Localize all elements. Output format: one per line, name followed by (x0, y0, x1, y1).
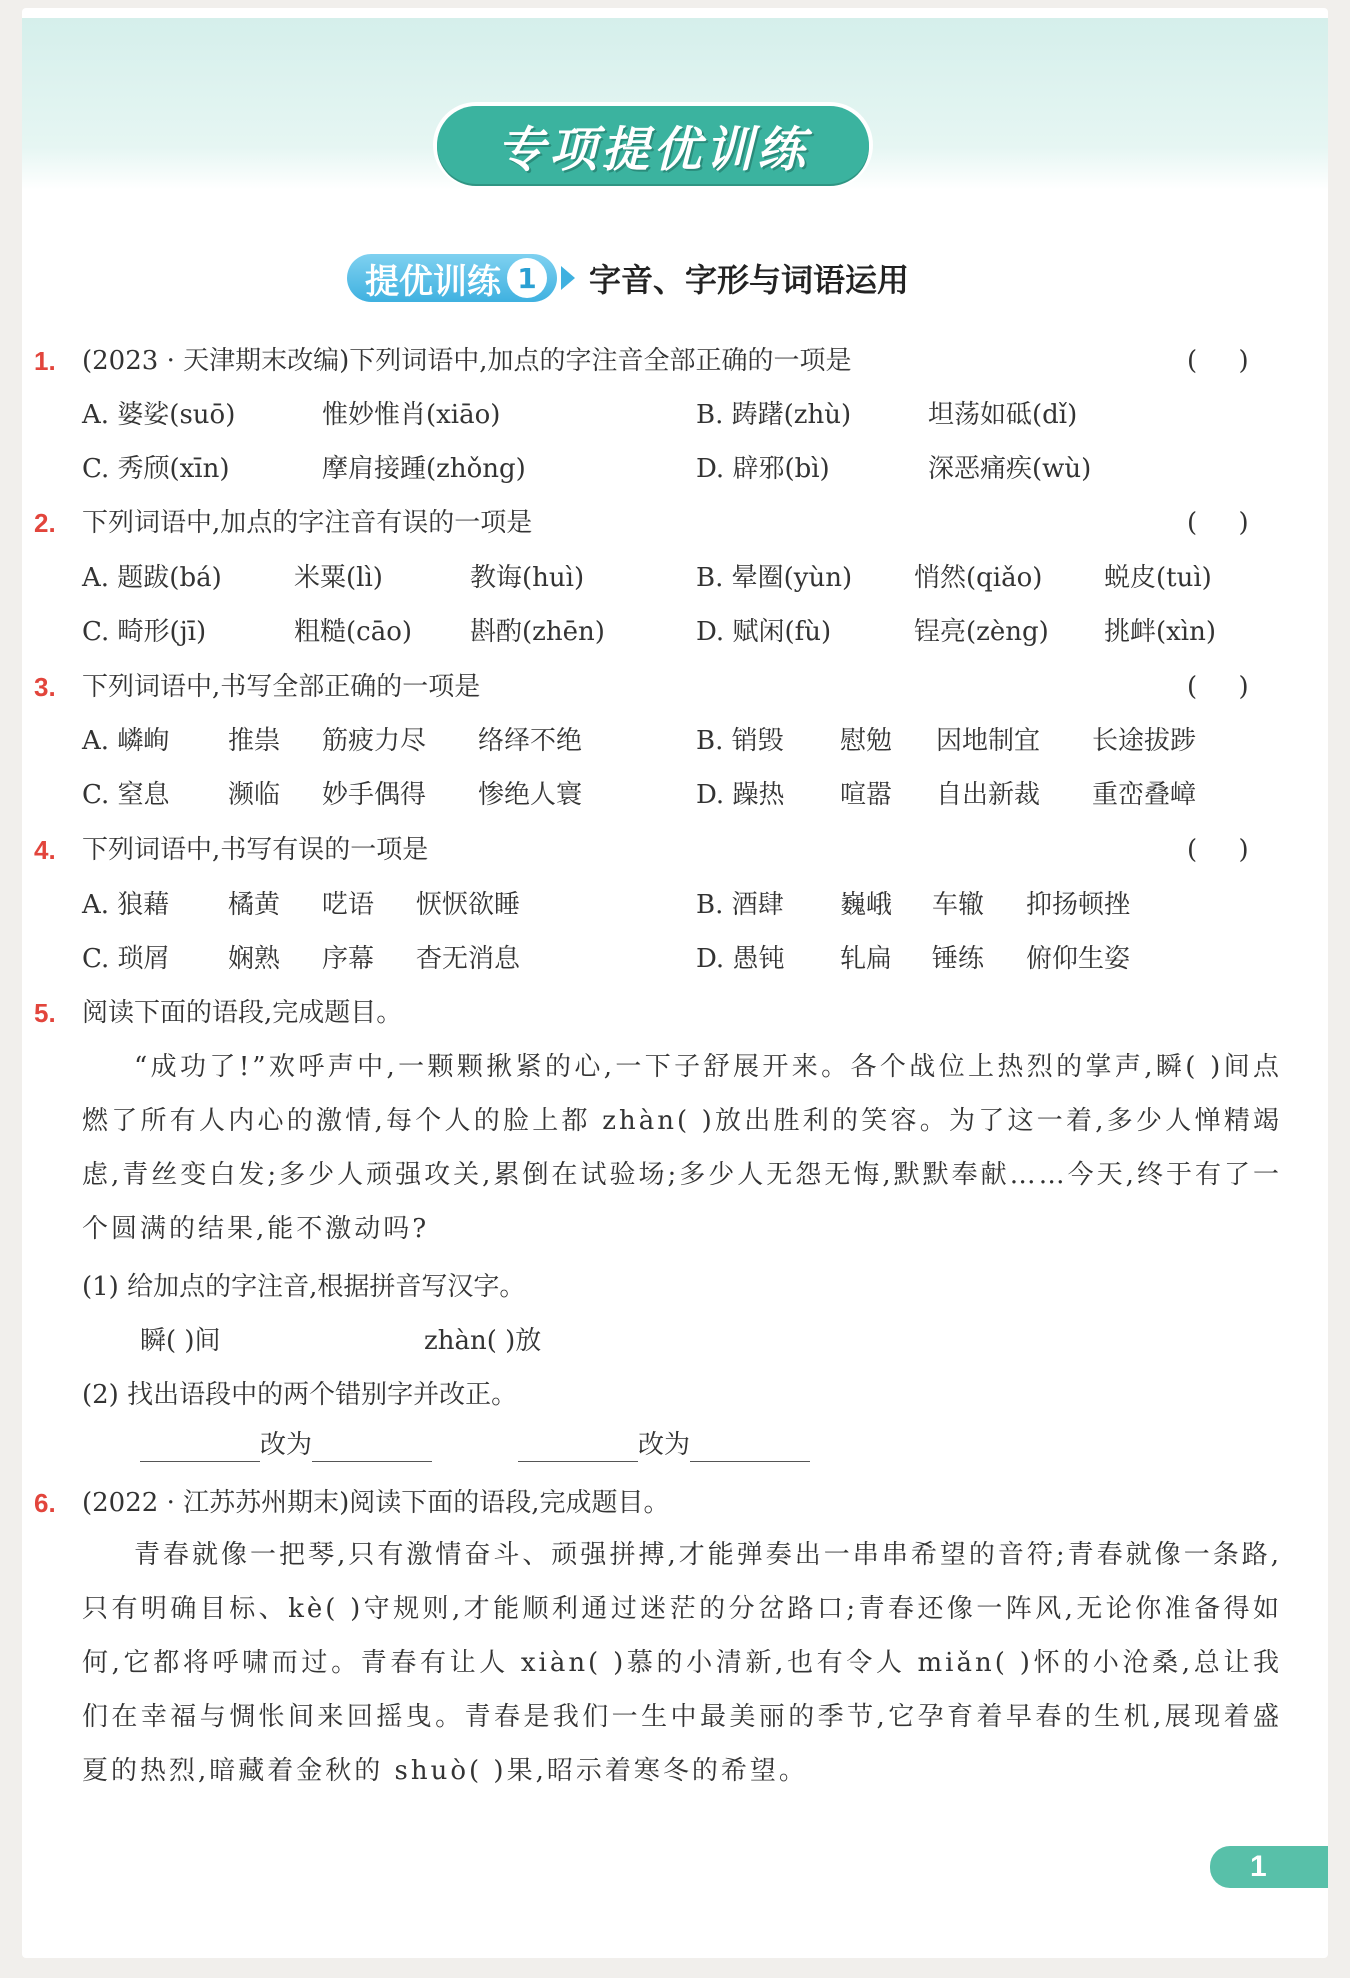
question-stem: 下列词语中,加点的字注音有误的一项是 (82, 508, 533, 538)
option-d-word: 喧嚣 (840, 780, 893, 810)
option-a-word: 呓语 (322, 890, 375, 920)
option-c-word: 娴熟 (228, 944, 281, 974)
option-b: B. 晕圈(yùn) (696, 563, 853, 593)
answer-bracket[interactable]: ( ) (1187, 346, 1249, 376)
option-a-word: 筋疲力尽 (322, 726, 427, 756)
answer-line[interactable] (690, 1431, 810, 1462)
option-c-word: 惨绝人寰 (478, 780, 583, 810)
option-a: A. 狼藉 (82, 890, 170, 920)
option-a: A. 婆娑(suō) (82, 400, 236, 430)
correction-row (518, 1428, 810, 1462)
sub-question: (1) 给加点的字注音,根据拼音写汉字。 (82, 1272, 526, 1302)
option-d-word: 轧扁 (840, 944, 893, 974)
option-a-word: 教诲(huì) (470, 563, 585, 593)
reading-passage: “成功了!”欢呼声中,一颗颗揪紧的心,一下子舒展开来。各个战位上热烈的掌声,瞬( )间点燃了所有人内心的激情,每个人的脸上都 zhàn( )放出胜利的笑容。为了这一着,多少人惮精竭虑,青丝变白发;多少人顽强攻关,累倒在试验场;多少人无怨无悔,默默奉献……今天,终于有了一个圆满的结果,能不激动吗? (82, 1052, 1282, 1244)
option-b: B. 销毁 (696, 726, 784, 756)
section-number: 1 (507, 258, 547, 298)
question-number: 3. (34, 672, 56, 702)
question-number: 2. (34, 508, 56, 538)
answer-line[interactable] (312, 1431, 432, 1462)
option-c-word: 濒临 (228, 780, 281, 810)
option-b: B. 酒肆 (696, 890, 784, 920)
option-a-word: 络绎不绝 (478, 726, 583, 756)
option-b-word: 坦荡如砥(dǐ) (928, 400, 1078, 430)
change-label: 改为 (260, 1430, 313, 1460)
option-d-word: 重峦叠嶂 (1092, 780, 1197, 810)
option-c: C. 窒息 (82, 780, 170, 810)
section-label: 提优训练 (365, 261, 501, 302)
reading-passage: 青春就像一把琴,只有激情奋斗、顽强拼搏,才能弹奏出一串串希望的音符;青春就像一条路,只有明确目标、kè( )守规则,才能顺利通过迷茫的分岔路口;青春还像一阵风,无论你准备得如何,它都将呼啸而过。青春有让人 xiàn( )慕的小清新,也有令人 miǎn( )怀的小沧桑,总让我们在幸福与惆怅间来回摇曳。青春是我们一生中最美丽的季节,它孕育着早春的生机,展现着盛夏的热烈,暗藏着金秋的 shuò( )果,昭示着寒冬的希望。 (82, 1540, 1282, 1786)
question-stem: (2023 · 天津期末改编)下列词语中,加点的字注音全部正确的一项是 (82, 346, 852, 376)
option-d-word: 锃亮(zèng) (914, 617, 1049, 647)
answer-line[interactable] (518, 1431, 638, 1462)
question-number: 5. (34, 998, 56, 1028)
fill-blank[interactable]: zhàn( )放 (424, 1326, 542, 1356)
option-a-word: 橘黄 (228, 890, 281, 920)
question-stem: 下列词语中,书写有误的一项是 (82, 835, 429, 865)
option-d-word: 俯仰生姿 (1026, 944, 1131, 974)
option-d: D. 辟邪(bì) (696, 454, 830, 484)
option-a: A. 题跋(bá) (82, 563, 222, 593)
answer-bracket[interactable]: ( ) (1187, 835, 1249, 865)
option-c: C. 秀颀(xīn) (82, 454, 230, 484)
question-stem: 下列词语中,书写全部正确的一项是 (82, 672, 481, 702)
fill-blank[interactable]: 瞬( )间 (140, 1326, 221, 1356)
option-b-word: 蜕皮(tuì) (1104, 563, 1212, 593)
question-number: 4. (34, 835, 56, 865)
section-arrow-icon (561, 266, 575, 290)
change-label: 改为 (638, 1430, 691, 1460)
option-b: B. 踌躇(zhù) (696, 400, 852, 430)
option-c-word: 序幕 (322, 944, 375, 974)
option-c-word: 斟酌(zhēn) (470, 617, 605, 647)
workbook-page (22, 8, 1328, 1958)
option-d-word: 锤练 (932, 944, 985, 974)
section-label-pill (347, 254, 557, 302)
option-d-word: 挑衅(xìn) (1104, 617, 1217, 647)
option-c-word: 粗糙(cāo) (294, 617, 413, 647)
question-stem: (2022 · 江苏苏州期末)阅读下面的语段,完成题目。 (82, 1488, 670, 1518)
option-a: A. 嶙峋 (82, 726, 170, 756)
header-banner (22, 18, 1328, 190)
option-a-word: 推祟 (228, 726, 281, 756)
option-b-word: 车辙 (932, 890, 985, 920)
option-a-word: 惟妙惟肖(xiāo) (322, 400, 501, 430)
option-b-word: 抑扬顿挫 (1026, 890, 1131, 920)
question-number: 6. (34, 1488, 56, 1518)
option-d-word: 深恶痛疾(wù) (928, 454, 1092, 484)
option-b-word: 长途拔踄 (1092, 726, 1197, 756)
question-stem: 阅读下面的语段,完成题目。 (82, 998, 403, 1028)
section-heading (347, 252, 909, 304)
option-b-word: 因地制宜 (936, 726, 1041, 756)
option-d-word: 自出新裁 (936, 780, 1041, 810)
answer-bracket[interactable]: ( ) (1187, 508, 1249, 538)
option-b-word: 悄然(qiǎo) (914, 563, 1043, 593)
answer-line[interactable] (140, 1431, 260, 1462)
option-d: D. 躁热 (696, 780, 785, 810)
page-number: 1 (1210, 1846, 1328, 1888)
question-number: 1. (34, 346, 56, 376)
section-title: 字音、字形与词语运用 (589, 261, 910, 299)
correction-row (140, 1428, 432, 1462)
option-a-word: 米粟(lì) (294, 563, 383, 593)
option-c: C. 畸形(jī) (82, 617, 207, 647)
banner-title: 专项提优训练 (437, 106, 869, 184)
option-c: C. 琐屑 (82, 944, 170, 974)
option-a-word: 恹恹欲睡 (416, 890, 521, 920)
option-d: D. 愚钝 (696, 944, 785, 974)
sub-question: (2) 找出语段中的两个错别字并改正。 (82, 1380, 518, 1410)
option-c-word: 杳无消息 (416, 944, 521, 974)
option-b-word: 慰勉 (840, 726, 893, 756)
option-b-word: 巍峨 (840, 890, 893, 920)
option-c-word: 摩肩接踵(zhǒng) (322, 454, 526, 484)
option-d: D. 赋闲(fù) (696, 617, 832, 647)
option-c-word: 妙手偶得 (322, 780, 427, 810)
answer-bracket[interactable]: ( ) (1187, 672, 1249, 702)
